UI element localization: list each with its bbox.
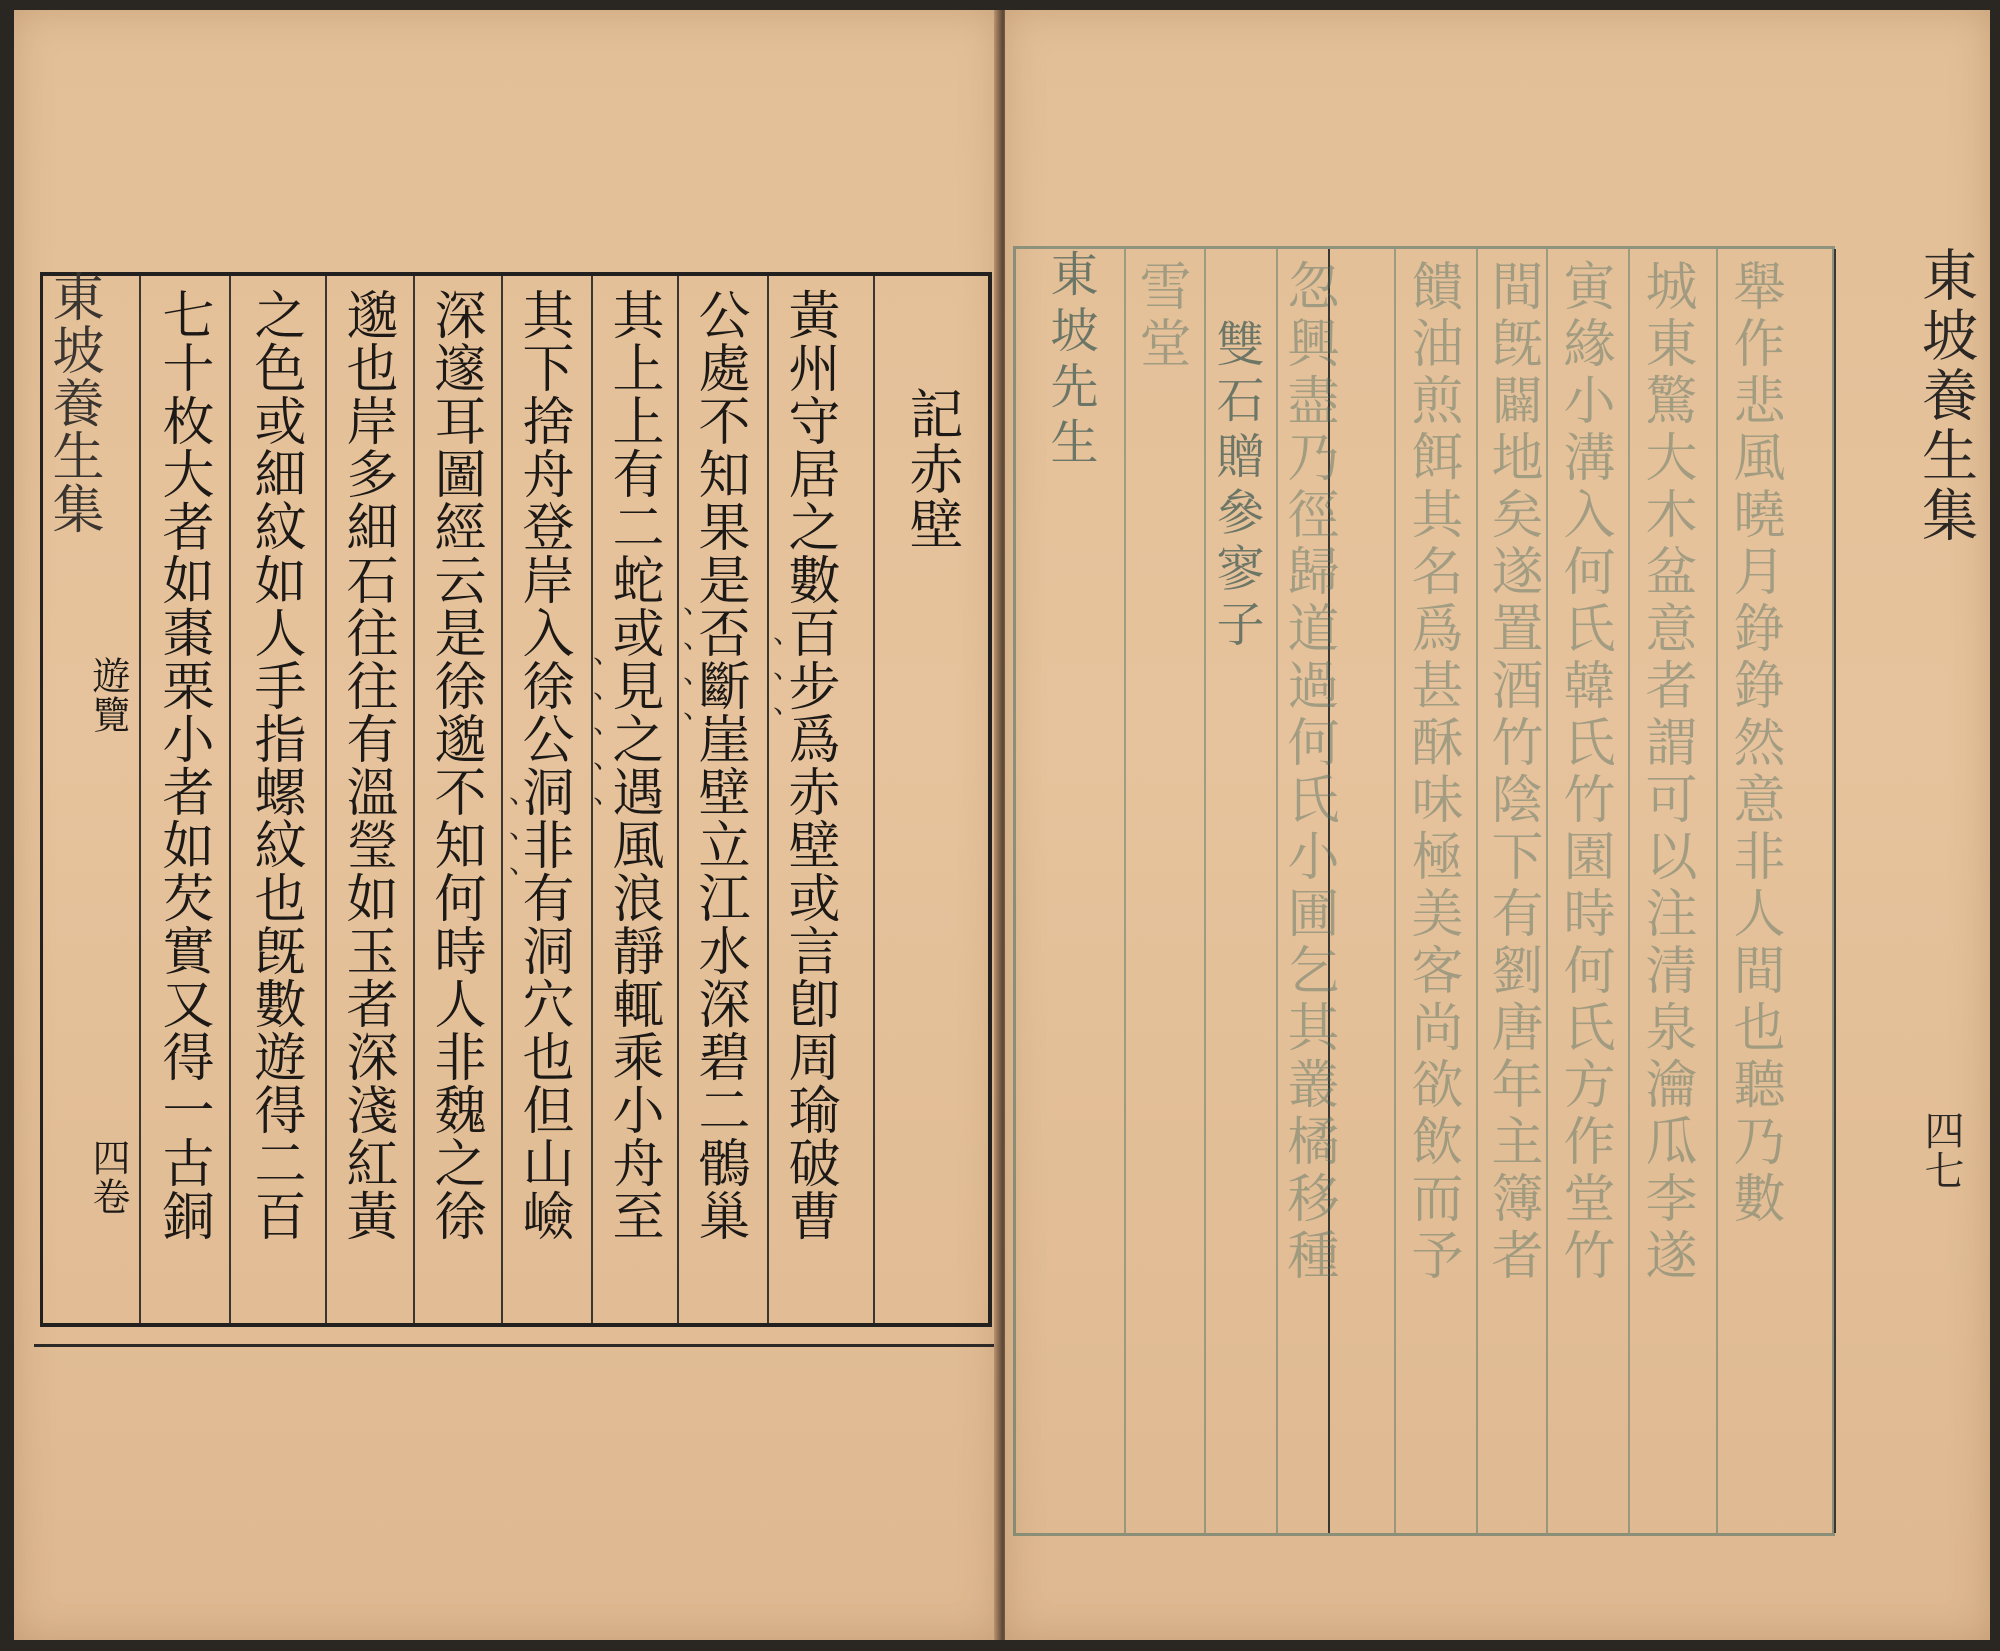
heading-ji-chibi: 記赤壁 bbox=[901, 386, 964, 551]
bleed-column-7: 雪堂 bbox=[1130, 259, 1190, 373]
margin-section: 遊覽 bbox=[86, 656, 130, 734]
text-column-3: 其上上有二蛇或見之遇風浪靜輒乘小舟至 bbox=[603, 288, 663, 1242]
bleed-column-2: 城東驚大木盆意者謂可以注清泉瀹瓜李遂 bbox=[1636, 259, 1696, 1285]
text-column-4: 其下捨舟登岸入徐公洞非有洞穴也但山嶮 bbox=[513, 288, 573, 1242]
text-column-7: 之色或細紋如人手指螺紋也旣數遊得二百 bbox=[245, 288, 305, 1242]
left-page bbox=[14, 10, 999, 1640]
bleed-through-title: 雙石贈參寥子 bbox=[1208, 319, 1264, 655]
bleed-column-3: 寅緣小溝入何氏韓氏竹園時何氏方作堂竹 bbox=[1554, 259, 1614, 1285]
text-column-6: 邈也岸多細石往往有溫瑩如玉者深淺紅黃 bbox=[337, 288, 397, 1242]
page-number: 四七 bbox=[1918, 1110, 1964, 1190]
bleed-column-5: 饋油煎餌其名爲甚酥味極美客尚欲飲而予 bbox=[1402, 259, 1462, 1285]
text-column-1: 黃州守居之數百步爲赤壁或言卽周瑜破曹 bbox=[779, 288, 839, 1242]
text-frame: 東坡養生集 遊覽 四卷 七十枚大者如棗栗小者如芡實又得一古銅 之色或細紋如人手指螺紋也旣數遊得二百 邈也岸多細石往往有溫瑩如玉者深淺紅黃 深邃耳圖經云是徐邈不知何時人非魏之徐 其下捨舟登岸入徐公洞非有洞穴也但山嶮 其上上有二蛇或見之遇風浪靜輒乘小舟至 公處不知果是否斷崖壁立江水深碧二鶻巢 黃州守居之數百步爲赤壁或言卽周瑜破曹 記赤壁 、、、 、、、、 、、、、、 、、、 bbox=[40, 272, 992, 1327]
bleed-column-4: 間旣闢地矣遂置酒竹陰下有劉唐年主簿者 bbox=[1482, 259, 1542, 1285]
bleed-column-1: 舉作悲風曉月錚錚然意非人間也聽乃數 bbox=[1724, 259, 1784, 1228]
bleed-through-margin: 東坡先生 bbox=[1042, 249, 1098, 473]
bleed-column-6: 忽興盡乃徑歸道過何氏小圃乞其叢橘移種 bbox=[1278, 259, 1338, 1285]
bleed-through-frame bbox=[1013, 246, 1835, 1536]
margin-volume: 四卷 bbox=[86, 1138, 130, 1216]
margin-book-title-right: 東坡養生集 bbox=[1913, 246, 1978, 546]
text-column-8: 七十枚大者如棗栗小者如芡實又得一古銅 bbox=[153, 288, 213, 1242]
text-column-2: 公處不知果是否斷崖壁立江水深碧二鶻巢 bbox=[689, 288, 749, 1242]
margin-book-title: 東坡養生集 bbox=[43, 270, 103, 535]
right-page bbox=[1005, 10, 1990, 1640]
text-column-5: 深邃耳圖經云是徐邈不知何時人非魏之徐 bbox=[425, 288, 485, 1242]
